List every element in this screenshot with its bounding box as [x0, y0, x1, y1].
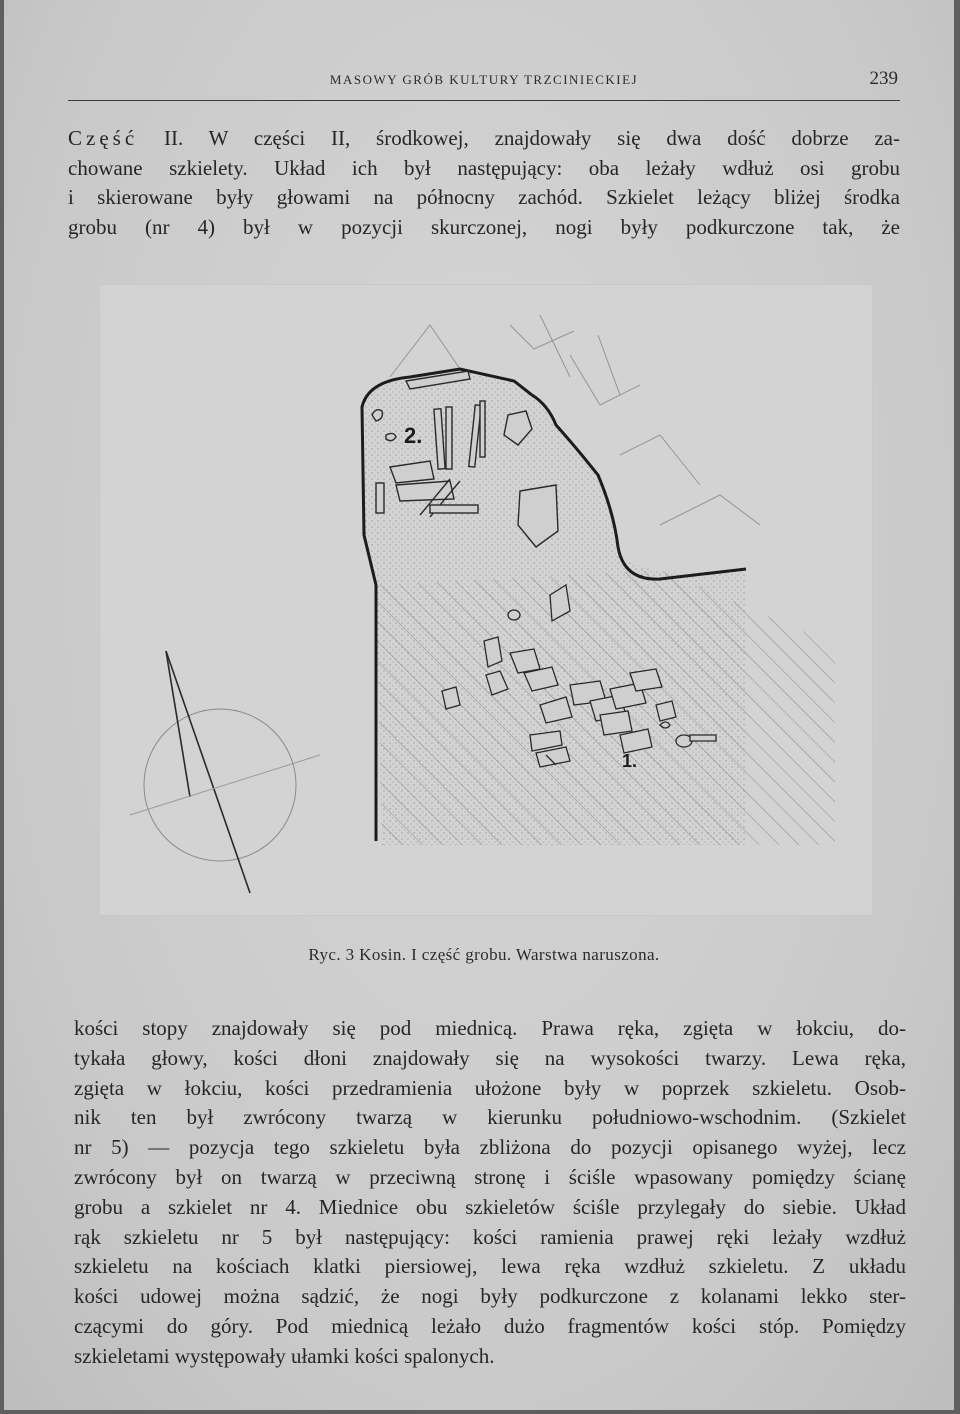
figure-caption: Ryc. 3 Kosin. I część grobu. Warstwa naruszona.: [308, 945, 660, 964]
text-line: grobu (nr 4) był w pozycji skurczonej, nogi były podkurczone tak, że: [68, 214, 900, 239]
running-title: MASOWY GRÓB KULTURY TRZCINIECKIEJ: [329, 72, 639, 87]
text-line: nr 5) — pozycja tego szkieletu była zbliżona do pozycji opisanego wyżej, lecz: [74, 1135, 906, 1160]
skeleton-2-label: 2.: [404, 423, 423, 448]
text-line: szkieletami występowały ułamki kości spalonych.: [74, 1343, 495, 1368]
text-line: czącymi do góry. Pod miednicą leżało dużo fragmentów kości stóp. Pomiędzy: [74, 1313, 906, 1338]
text-line: i skierowane były głowami na północny zachód. Szkielet leżący bliżej środka: [68, 185, 900, 210]
page-number: 239: [869, 68, 898, 89]
text-line: nik ten był zwrócony twarzą w kierunku południowo-wschodnim. (Szkielet: [74, 1105, 906, 1130]
top-paragraph: [68, 124, 900, 242]
text-line: Część II. W części II, środkowej, znajdowały się dwa dość dobrze za-: [68, 126, 900, 150]
text-line: rąk szkieletu nr 5 był następujący: kości ramienia prawej ręki leżały wzdłuż: [74, 1224, 906, 1249]
book-page: [4, 0, 954, 1410]
grave-plan-figure: [100, 285, 872, 915]
skeleton-1-label: 1.: [622, 751, 638, 771]
text-line: tykała głowy, kości dłoni znajdowały się na wysokości twarzy. Lewa ręka,: [74, 1045, 906, 1070]
north-arrow-icon: [130, 651, 320, 893]
bottom-paragraph: [74, 1014, 906, 1372]
text-line: zwrócony był on twarzą w przeciwną stronę i ściśle wpasowany pomiędzy ścianę: [74, 1164, 906, 1189]
grave-plan-drawing: [100, 285, 872, 915]
section-lead: Część: [68, 126, 139, 150]
running-head: [68, 70, 900, 101]
text-line: szkieletu na kościach klatki piersiowej, lewa ręka wzdłuż szkieletu. Z układu: [74, 1254, 906, 1279]
text-line: grobu a szkielet nr 4. Miednice obu szkieletów ściśle przylegały do siebie. Układ: [74, 1194, 906, 1219]
text-line: kości stopy znajdowały się pod miednicą. Prawa ręka, zgięta w łokciu, do-: [74, 1016, 906, 1040]
text-line: kości udowej można sądzić, że nogi były podkurczone z kolanami lekko ster-: [74, 1284, 906, 1309]
text-line: chowane szkielety. Układ ich był następujący: oba leżały wdłuż osi grobu: [68, 155, 900, 180]
text-line: zgięta w łokciu, kości przedramienia ułożone były w poprzek szkieletu. Osob-: [74, 1075, 906, 1100]
